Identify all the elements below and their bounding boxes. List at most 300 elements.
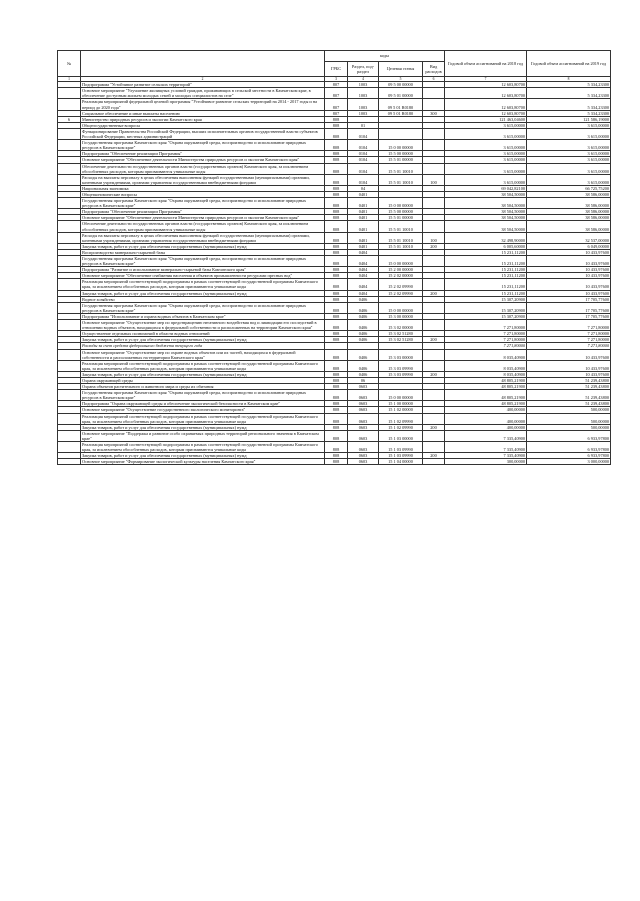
row-name: Подпрограмма "Использование и охрана водных объектов в Камчатском крае" (81, 313, 325, 319)
row-amount-2019: 6 049,00000 (527, 243, 611, 249)
row-vid: 200 (423, 424, 445, 430)
row-target: 15 1 03 09990 (379, 442, 423, 453)
row-amount-2018: 6 005,60000 (445, 243, 527, 249)
row-grbs: 808 (325, 221, 348, 232)
row-amount-2019: 7 271,80000 (527, 331, 611, 337)
row-vid (423, 459, 445, 465)
row-number (58, 198, 81, 209)
header-target: Целевая статья (379, 62, 423, 77)
row-target: 15 5 01 10010 (379, 174, 423, 185)
row-section: 0603 (348, 390, 379, 401)
index-cell: 7 (445, 77, 527, 82)
row-grbs: 808 (325, 390, 348, 401)
row-amount-2019: 10 433,97600 (527, 249, 611, 255)
row-amount-2019: 6 933,97800 (527, 442, 611, 453)
row-section: 0401 (348, 243, 379, 249)
row-amount-2018: 7 271,80000 (445, 337, 527, 343)
row-name: Обеспечение деятельности государственных органов власти (государственных органов) Камчатского края, за исключением обособленных расходов, которым присваиваются уникальные коды (81, 163, 325, 174)
row-amount-2019: 3 615,00000 (527, 157, 611, 163)
row-target: 15 5 01 10010 (379, 221, 423, 232)
row-name: Осуществление отдельных полномочий в области водных отношений (81, 331, 325, 337)
row-grbs: 808 (325, 320, 348, 331)
row-target: 09 5 01 00000 (379, 88, 423, 99)
row-name: Государственная программа Камчатского края "Охрана окружающей среды, воспроизводство и использование природных ресурсов в Камчатском крае" (81, 256, 325, 267)
row-grbs: 808 (325, 302, 348, 313)
row-amount-2019: 10 433,97600 (527, 371, 611, 377)
row-section: 1003 (348, 99, 379, 110)
row-grbs: 808 (325, 163, 348, 174)
row-section: 0406 (348, 337, 379, 343)
row-amount-2019: 51 239,43800 (527, 390, 611, 401)
row-name: Расходы на выплаты персоналу в целях обеспечения выполнения функций государственными (муниципальными) органами, казенными учреждениями, органами управления государственными внебюджетными фондами (81, 174, 325, 185)
row-amount-2019: 38 586,00000 (527, 191, 611, 197)
row-name: Основное мероприятие "Обеспечение деятельности Министерства природных ресурсов и экологии Камчатского края" (81, 215, 325, 221)
row-amount-2018: 38 504,50000 (445, 209, 527, 215)
row-target: 15 3 02 51280 (379, 337, 423, 343)
row-grbs: 807 (325, 110, 348, 116)
header-section: Раздел, под-раздел (348, 62, 379, 77)
row-section: 0404 (348, 290, 379, 296)
row-section: 0603 (348, 430, 379, 441)
row-name: Основное мероприятие "Обеспечение снабжения населения и объектов промышленности ресурсами пресных вод" (81, 273, 325, 279)
row-amount-2019: 17 705,77600 (527, 302, 611, 313)
row-vid (423, 256, 445, 267)
row-name: Основное мероприятие "Обеспечение деятельности Министерства природных ресурсов и экологии Камчатского края" (81, 157, 325, 163)
row-vid: 300 (423, 110, 445, 116)
row-section: 0406 (348, 320, 379, 331)
header-2019: Годовой объем ассигнований на 2019 год (527, 51, 611, 77)
row-amount-2019: 7 271,80000 (527, 343, 611, 349)
row-name: Воспроизводство минерально-сырьевой базы (81, 249, 325, 255)
row-vid: 200 (423, 337, 445, 343)
table-row (58, 413, 611, 424)
table-row (58, 459, 611, 465)
row-name: Министерство природных ресурсов и экологии Камчатского края (81, 116, 325, 122)
row-grbs: 808 (325, 185, 348, 191)
row-number (58, 221, 81, 232)
row-amount-2018: 48 805,21900 (445, 401, 527, 407)
row-target: 15 1 00 00000 (379, 401, 423, 407)
row-vid (423, 320, 445, 331)
row-number (58, 232, 81, 243)
row-grbs: 808 (325, 459, 348, 465)
row-grbs: 808 (325, 424, 348, 430)
row-amount-2019: 5 334,23300 (527, 99, 611, 110)
row-name: Основное мероприятие "Улучшение жилищных условий граждан, проживающих в сельской местности в Камчатском крае, в обеспечение доступным жильем молодых семей и молодых специалистов на селе" (81, 88, 325, 99)
row-amount-2018: 15 231,11200 (445, 256, 527, 267)
row-grbs: 808 (325, 413, 348, 424)
row-name: Закупка товаров, работ и услуг для обеспечения государственных (муниципальных) нужд (81, 453, 325, 459)
row-target: 15 1 03 00000 (379, 430, 423, 441)
row-amount-2018: 8 035,40900 (445, 360, 527, 371)
row-amount-2018: 300,00000 (445, 459, 527, 465)
row-amount-2018: 48 805,21900 (445, 390, 527, 401)
row-grbs: 808 (325, 384, 348, 390)
row-grbs: 808 (325, 174, 348, 185)
table-row (58, 360, 611, 371)
index-cell: 2 (81, 77, 325, 82)
row-amount-2019: 5 334,23300 (527, 88, 611, 99)
table-row (58, 232, 611, 243)
row-section: 0406 (348, 371, 379, 377)
row-name: Общегосударственные вопросы (81, 122, 325, 128)
row-grbs: 808 (325, 377, 348, 383)
index-cell: 1 (58, 77, 81, 82)
table-row (58, 140, 611, 151)
row-amount-2018: 7 271,80000 (445, 343, 527, 349)
row-number (58, 99, 81, 110)
row-name: Обеспечение деятельности государственных органов власти (государственных органов) Камчатского края, за исключением обособленных расходов, которым присваиваются уникальные коды (81, 221, 325, 232)
row-amount-2018: 15 307,20900 (445, 302, 527, 313)
row-name: Реализация мероприятий соответствующей подпрограммы в рамках соответствующей государственной программы Камчатского края, за исключением обособленных расходов, которым присваиваются уникальные коды (81, 442, 325, 453)
row-grbs: 808 (325, 243, 348, 249)
row-target: 15 5 01 10010 (379, 232, 423, 243)
row-section: 0406 (348, 313, 379, 319)
row-name: Охрана окружающей среды (81, 377, 325, 383)
row-amount-2019: 3 615,00000 (527, 163, 611, 174)
header-vid: Вид расходов (423, 62, 445, 77)
row-grbs: 808 (325, 256, 348, 267)
row-section: 0603 (348, 384, 379, 390)
row-amount-2019: 6 933,97800 (527, 453, 611, 459)
row-amount-2018: 8 035,40900 (445, 371, 527, 377)
table-row (58, 302, 611, 313)
row-section: 0406 (348, 360, 379, 371)
row-vid: 200 (423, 290, 445, 296)
row-name: Закупка товаров, работ и услуг для обеспечения государственных (муниципальных) нужд (81, 371, 325, 377)
row-amount-2018: 7 271,80000 (445, 331, 527, 337)
row-section: 0404 (348, 256, 379, 267)
row-name: Закупка товаров, работ и услуг для обеспечения государственных (муниципальных) нужд (81, 337, 325, 343)
row-amount-2018: 12 603,80700 (445, 99, 527, 110)
row-amount-2018: 48 805,21900 (445, 377, 527, 383)
row-vid (423, 88, 445, 99)
row-amount-2019: 10 433,97600 (527, 273, 611, 279)
row-amount-2019: 51 239,43800 (527, 377, 611, 383)
row-target: 15 3 03 00000 (379, 349, 423, 360)
row-amount-2019: 3 615,00000 (527, 128, 611, 139)
row-amount-2018: 15 307,20900 (445, 313, 527, 319)
row-section: 1003 (348, 110, 379, 116)
table-row (58, 221, 611, 232)
row-amount-2019: 500,00000 (527, 424, 611, 430)
row-vid (423, 349, 445, 360)
row-section: 0404 (348, 267, 379, 273)
row-amount-2018: 3 615,00000 (445, 128, 527, 139)
row-number: 6 (58, 116, 81, 122)
row-amount-2019: 51 239,43800 (527, 384, 611, 390)
row-amount-2018: 3 615,00000 (445, 140, 527, 151)
row-amount-2018: 38 504,50000 (445, 191, 527, 197)
row-number (58, 174, 81, 185)
row-grbs: 808 (325, 128, 348, 139)
row-grbs: 808 (325, 296, 348, 302)
table-row (58, 256, 611, 267)
row-target: 15 2 00 00000 (379, 267, 423, 273)
row-amount-2018: 3 615,00000 (445, 174, 527, 185)
row-vid: 100 (423, 174, 445, 185)
row-grbs: 808 (325, 290, 348, 296)
row-name: Национальная экономика (81, 185, 325, 191)
row-target: 15 3 03 09990 (379, 360, 423, 371)
row-grbs: 808 (325, 371, 348, 377)
row-target: 15 1 02 09990 (379, 424, 423, 430)
row-amount-2019: 3 615,00000 (527, 140, 611, 151)
row-grbs: 808 (325, 360, 348, 371)
row-amount-2019: 500,00000 (527, 413, 611, 424)
row-section: 0406 (348, 331, 379, 337)
row-section: 0104 (348, 163, 379, 174)
row-amount-2019: 5 334,23300 (527, 110, 611, 116)
index-cell: 4 (348, 77, 379, 82)
row-name: Основное мероприятие "Осуществление государственного экологического мониторинга" (81, 407, 325, 413)
row-section: 0401 (348, 232, 379, 243)
row-amount-2019: 17 705,77600 (527, 296, 611, 302)
row-name: Основное мероприятие "Поддержка и развитие особо охраняемых природных территорий регионального значения в Камчатском крае" (81, 430, 325, 441)
row-number (58, 390, 81, 401)
row-amount-2018: 15 231,11200 (445, 290, 527, 296)
row-amount-2018: 15 307,20900 (445, 296, 527, 302)
row-amount-2018: 12 603,80700 (445, 88, 527, 99)
row-target: 15 5 00 00000 (379, 209, 423, 215)
row-target: 15 5 01 10010 (379, 163, 423, 174)
header-name (81, 51, 325, 77)
row-amount-2018: 48 805,21900 (445, 384, 527, 390)
row-section: 0104 (348, 157, 379, 163)
row-name: Водное хозяйство (81, 296, 325, 302)
row-grbs: 808 (325, 267, 348, 273)
row-amount-2018: 7 335,40900 (445, 442, 527, 453)
row-target: 15 5 01 00000 (379, 157, 423, 163)
row-amount-2018: 3 615,00000 (445, 157, 527, 163)
row-amount-2019: 10 433,97600 (527, 360, 611, 371)
row-section: 0401 (348, 198, 379, 209)
row-name: Государственная программа Камчатского края "Охрана окружающей среды, воспроизводство и использование природных ресурсов в Камчатском крае" (81, 302, 325, 313)
row-section: 0603 (348, 459, 379, 465)
row-amount-2019: 500,00000 (527, 407, 611, 413)
row-vid (423, 198, 445, 209)
row-amount-2019: 51 239,43800 (527, 401, 611, 407)
table-row (58, 88, 611, 99)
table-row (58, 128, 611, 139)
row-section: 0401 (348, 191, 379, 197)
table-row (58, 430, 611, 441)
row-section: 0603 (348, 407, 379, 413)
row-section: 01 (348, 122, 379, 128)
row-name: Закупка товаров, работ и услуг для обеспечения государственных (муниципальных) нужд (81, 424, 325, 430)
row-number (58, 256, 81, 267)
table-row (58, 99, 611, 110)
row-amount-2019: 38 586,00000 (527, 221, 611, 232)
row-amount-2019: 38 586,00000 (527, 209, 611, 215)
row-name: Расходы за счет средств федерального бюджета текущего года (81, 343, 325, 349)
row-grbs: 808 (325, 279, 348, 290)
row-name: Реализация мероприятий федеральной целевой программы "Устойчивое развитие сельских территорий на 2014 - 2017 годы и на период до 2020 года" (81, 99, 325, 110)
row-amount-2019: 5 334,23300 (527, 82, 611, 88)
row-grbs: 808 (325, 401, 348, 407)
row-amount-2019: 38 586,00000 (527, 198, 611, 209)
row-name: Реализация мероприятий соответствующей подпрограммы в рамках соответствующей государственной программы Камчатского края, за исключением обособленных расходов, которым присваиваются уникальные коды (81, 413, 325, 424)
row-section: 0603 (348, 413, 379, 424)
row-amount-2018: 38 504,50000 (445, 215, 527, 221)
row-number (58, 459, 81, 465)
row-grbs: 807 (325, 88, 348, 99)
row-target: 15 0 00 00000 (379, 198, 423, 209)
row-amount-2018: 32 498,90000 (445, 232, 527, 243)
row-target: 15 0 00 00000 (379, 390, 423, 401)
row-name: Расходы на выплаты персоналу в целях обеспечения выполнения функций государственными (муниципальными) органами, казенными учреждениями, органами управления государственными внебюджетными фондами (81, 232, 325, 243)
row-number (58, 442, 81, 453)
row-target (379, 128, 423, 139)
row-number (58, 128, 81, 139)
row-amount-2018: 38 504,50000 (445, 198, 527, 209)
row-amount-2018: 3 615,00000 (445, 163, 527, 174)
row-section: 0401 (348, 209, 379, 215)
row-grbs: 808 (325, 116, 348, 122)
row-grbs: 808 (325, 191, 348, 197)
row-amount-2018: 38 504,50000 (445, 221, 527, 232)
row-name: Подпрограмма "Обеспечение реализации Программы" (81, 209, 325, 215)
row-grbs: 808 (325, 273, 348, 279)
row-amount-2019: 66 725,75200 (527, 185, 611, 191)
row-name: Функционирование Правительства Российской Федерации, высших исполнительных органов государственной власти субъектов Российской Федерации, местных администраций (81, 128, 325, 139)
row-vid (423, 279, 445, 290)
index-cell: 5 (379, 77, 423, 82)
row-amount-2019: 10 433,97600 (527, 279, 611, 290)
row-amount-2018: 121 463,04600 (445, 116, 527, 122)
row-amount-2019: 121 586,19000 (527, 116, 611, 122)
row-name: Государственная программа Камчатского края "Охрана окружающей среды, воспроизводство и использование природных ресурсов в Камчатском крае" (81, 390, 325, 401)
row-amount-2019: 7 271,80000 (527, 337, 611, 343)
row-grbs: 808 (325, 157, 348, 163)
row-vid (423, 221, 445, 232)
row-section: 0404 (348, 249, 379, 255)
row-target: 15 2 02 09990 (379, 290, 423, 296)
row-amount-2018: 12 603,80700 (445, 110, 527, 116)
row-amount-2018: 7 271,80000 (445, 320, 527, 331)
row-vid (423, 140, 445, 151)
index-cell: 6 (423, 77, 445, 82)
row-vid: 200 (423, 243, 445, 249)
row-number (58, 302, 81, 313)
row-grbs: 808 (325, 313, 348, 319)
row-section: 0104 (348, 151, 379, 157)
row-section: 0404 (348, 273, 379, 279)
row-name: Основное мероприятие "Формирование экологической культуры населения Камчатского края" (81, 459, 325, 465)
row-number (58, 430, 81, 441)
row-amount-2019: 7 271,80000 (527, 320, 611, 331)
row-vid (423, 430, 445, 441)
row-target: 15 3 02 51280 (379, 331, 423, 337)
row-name: Общеэкономические вопросы (81, 191, 325, 197)
row-grbs: 808 (325, 198, 348, 209)
row-amount-2018: 12 603,80700 (445, 82, 527, 88)
row-section: 1003 (348, 82, 379, 88)
row-amount-2018: 3 615,00000 (445, 151, 527, 157)
row-vid: 200 (423, 453, 445, 459)
row-name: Реализация мероприятий соответствующей подпрограммы в рамках соответствующей государственной программы Камчатского края, за исключением обособленных расходов, которым присваиваются уникальные коды (81, 279, 325, 290)
row-amount-2018: 7 335,40900 (445, 430, 527, 441)
header-num: № (58, 51, 81, 77)
row-name: Основное мероприятие "Осуществление мер по предотвращению негативного воздействия вод и ликвидации его последствий в отношении водных объектов, находящихся в федеральной собственности и расположенных на территории Камчатского края" (81, 320, 325, 331)
row-vid: 100 (423, 232, 445, 243)
row-target: 09 5 00 00000 (379, 82, 423, 88)
row-section: 0401 (348, 221, 379, 232)
budget-table (57, 50, 611, 465)
row-target: 15 5 01 00000 (379, 215, 423, 221)
row-target: 15 0 00 00000 (379, 256, 423, 267)
row-name: Государственная программа Камчатского края "Охрана окружающей среды, воспроизводство и использование природных ресурсов в Камчатском крае" (81, 198, 325, 209)
table-row (58, 390, 611, 401)
row-section: 0603 (348, 442, 379, 453)
row-target: 15 0 00 00000 (379, 302, 423, 313)
row-section: 0104 (348, 174, 379, 185)
row-name: Закупка товаров, работ и услуг для обеспечения государственных (муниципальных) нужд (81, 290, 325, 296)
row-section: 1003 (348, 88, 379, 99)
row-section: 0104 (348, 140, 379, 151)
row-target: 15 1 02 00000 (379, 407, 423, 413)
table-row (58, 442, 611, 453)
row-amount-2018: 15 231,11200 (445, 267, 527, 273)
row-name: Социальное обеспечение и иные выплаты населению (81, 110, 325, 116)
table-row (58, 174, 611, 185)
row-grbs: 808 (325, 122, 348, 128)
index-cell: 3 (325, 77, 348, 82)
row-target: 15 1 02 09990 (379, 413, 423, 424)
row-number (58, 413, 81, 424)
row-amount-2018: 15 231,11200 (445, 273, 527, 279)
row-section: 0603 (348, 401, 379, 407)
row-section: 06 (348, 377, 379, 383)
row-grbs: 808 (325, 337, 348, 343)
row-target: 15 1 03 09990 (379, 453, 423, 459)
row-amount-2018: 400,00000 (445, 407, 527, 413)
table-body (58, 77, 611, 465)
table-row (58, 320, 611, 331)
row-amount-2019: 10 433,97600 (527, 349, 611, 360)
row-number (58, 320, 81, 331)
row-target: 15 0 00 00000 (379, 140, 423, 151)
row-section: 0406 (348, 349, 379, 360)
header-codes: коды (325, 51, 445, 62)
row-vid (423, 442, 445, 453)
row-section: 04 (348, 185, 379, 191)
row-target: 15 2 02 09990 (379, 279, 423, 290)
row-grbs: 808 (325, 232, 348, 243)
row-amount-2018: 3 615,00000 (445, 122, 527, 128)
row-name: Охрана объектов растительного и животного мира и среды их обитания (81, 384, 325, 390)
header-2018: Годовой объем ассигнований на 2018 год (445, 51, 527, 77)
row-vid (423, 128, 445, 139)
row-target: 15 1 04 00000 (379, 459, 423, 465)
row-name: Подпрограмма "Устойчивое развитие сельских территорий" (81, 82, 325, 88)
row-amount-2019: 17 705,77600 (527, 313, 611, 319)
row-section: 0406 (348, 296, 379, 302)
row-vid (423, 390, 445, 401)
row-number (58, 279, 81, 290)
header-grbs: ГРБС (325, 62, 348, 77)
row-grbs: 808 (325, 442, 348, 453)
row-name: Основное мероприятие "Осуществление мер по охране водных объектов или их частей, находящихся в федеральной собственности и расположенных на территории Камчатского края" (81, 349, 325, 360)
table-row (58, 198, 611, 209)
row-grbs: 807 (325, 82, 348, 88)
row-number (58, 140, 81, 151)
row-amount-2018: 15 231,11200 (445, 279, 527, 290)
row-vid (423, 163, 445, 174)
row-amount-2019: 10 433,97600 (527, 267, 611, 273)
row-vid (423, 413, 445, 424)
row-amount-2019: 10 433,97600 (527, 290, 611, 296)
